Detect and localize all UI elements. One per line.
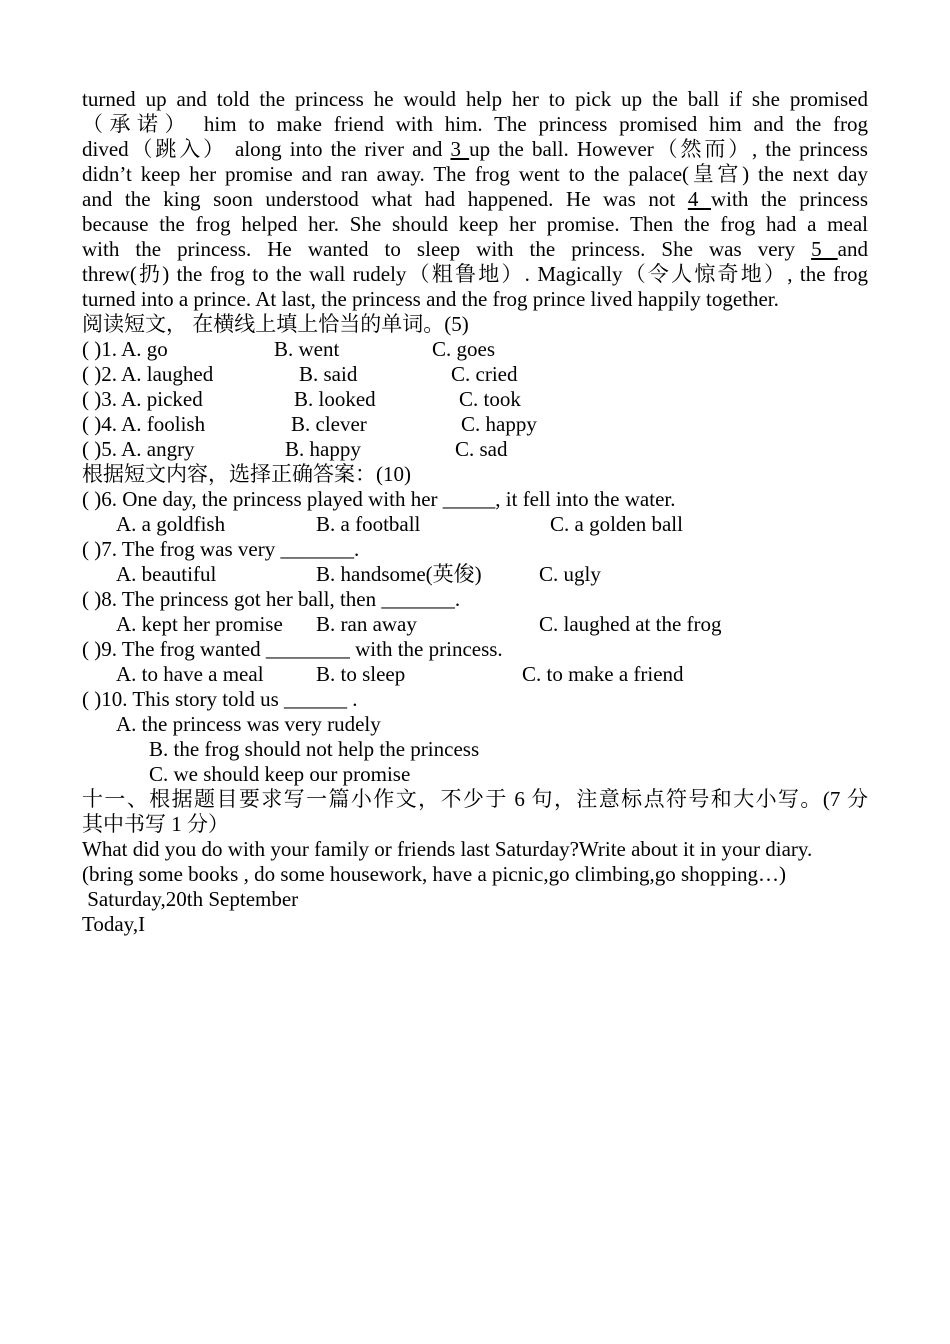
writing-hints: (bring some books , do some housework, have a picnic,go climbing,go shopping…) xyxy=(82,862,786,886)
option-a: A. a goldfish xyxy=(116,512,226,536)
option-c: C. ugly xyxy=(539,562,601,586)
question-option-c: C. sad xyxy=(455,437,508,461)
blank-3: 3 xyxy=(450,137,470,161)
passage-line: turned into a prince. At last, the princess and the frog prince lived happily together. xyxy=(82,287,779,311)
question-option-b: B. clever xyxy=(291,412,367,436)
option-c: C. a golden ball xyxy=(550,512,683,536)
passage-text: and xyxy=(837,237,868,261)
question-stem: ( )6. One day, the princess played with her _____, it fell into the water. xyxy=(82,487,676,511)
passage-line: because the frog helped her. She should keep her promise. Then the frog had a meal xyxy=(82,212,868,236)
option-c: C. laughed at the frog xyxy=(539,612,722,636)
blank-4: 4 xyxy=(687,187,711,211)
reading-passage xyxy=(82,87,868,312)
question-stem: ( )7. The frog was very _______. xyxy=(82,537,360,561)
question-option-a: ( )1. A. go xyxy=(82,337,168,361)
question-row xyxy=(82,437,868,462)
question-option-c: C. goes xyxy=(432,337,495,361)
passage-line xyxy=(82,237,868,262)
section-heading-cont: 其中书写 1 分） xyxy=(82,812,229,836)
diary-start: Today,I xyxy=(82,912,146,936)
question-option-a: ( )3. A. picked xyxy=(82,387,203,411)
worksheet-page xyxy=(82,87,868,937)
option-a: A. beautiful xyxy=(116,562,217,586)
option-b: B. a football xyxy=(316,512,421,536)
diary-date: Saturday,20th September xyxy=(82,887,299,911)
passage-line: threw(扔) the frog to the wall rudely（粗鲁地）. Magically（令人惊奇地）, the frog xyxy=(82,262,868,286)
writing-prompt: What did you do with your family or friends last Saturday?Write about it in your diary. xyxy=(82,837,813,861)
passage-text: with the princess xyxy=(710,187,868,211)
passage-text: and the king soon understood what had happened. He was not xyxy=(82,187,688,211)
options-row xyxy=(82,562,868,587)
blank-5: 5 xyxy=(811,237,838,261)
option-b: B. the frog should not help the princess xyxy=(149,737,480,761)
section-heading: 根据短文内容，选择正确答案：(10) xyxy=(82,462,411,486)
question-option-c: C. took xyxy=(459,387,521,411)
passage-text: dived（跳入） along into the river and xyxy=(82,137,451,161)
option-c: C. to make a friend xyxy=(522,662,684,686)
option-c: C. we should keep our promise xyxy=(149,762,411,786)
question-option-a: ( )2. A. laughed xyxy=(82,362,214,386)
passage-line: turned up and told the princess he would help her to pick up the ball if she promised xyxy=(82,87,868,111)
question-option-b: B. happy xyxy=(285,437,361,461)
options-row xyxy=(82,612,868,637)
question-option-a: ( )4. A. foolish xyxy=(82,412,206,436)
option-b: B. handsome(英俊) xyxy=(316,562,482,586)
question-option-c: C. happy xyxy=(461,412,537,436)
option-b: B. ran away xyxy=(316,612,417,636)
question-stem: ( )8. The princess got her ball, then _______. xyxy=(82,587,461,611)
question-option-a: ( )5. A. angry xyxy=(82,437,195,461)
options-row xyxy=(82,662,868,687)
passage-line: didn’t keep her promise and ran away. The frog went to the palace(皇宫) the next day xyxy=(82,162,868,186)
question-stem: ( )10. This story told us ______ . xyxy=(82,687,358,711)
option-a: A. to have a meal xyxy=(116,662,264,686)
option-a: A. the princess was very rudely xyxy=(116,712,381,736)
options-row xyxy=(82,512,868,537)
passage-line: （承诺） him to make friend with him. The princess promised him and the frog xyxy=(82,112,868,136)
question-row xyxy=(82,412,868,437)
question-row xyxy=(82,387,868,412)
question-option-c: C. cried xyxy=(451,362,518,386)
question-option-b: B. went xyxy=(274,337,340,361)
option-a: A. kept her promise xyxy=(116,612,283,636)
passage-text: with the princess. He wanted to sleep with the princess. She was very xyxy=(82,237,812,261)
section-heading: 十一、根据题目要求写一篇小作文，不少于 6 句，注意标点符号和大小写。(7 分 xyxy=(82,787,868,811)
question-option-b: B. looked xyxy=(294,387,376,411)
section-fill-blanks xyxy=(82,312,868,462)
passage-line xyxy=(82,187,868,212)
passage-text: up the ball. However（然而）, the princess xyxy=(469,137,868,161)
passage-line xyxy=(82,137,868,162)
section-heading: 阅读短文， 在横线上填上恰当的单词。(5) xyxy=(82,312,469,336)
question-option-b: B. said xyxy=(299,362,358,386)
section-writing xyxy=(82,787,868,937)
question-row xyxy=(82,362,868,387)
option-b: B. to sleep xyxy=(316,662,406,686)
question-stem: ( )9. The frog wanted ________ with the princess. xyxy=(82,637,503,661)
question-row xyxy=(82,337,868,362)
section-multiple-choice xyxy=(82,462,868,787)
